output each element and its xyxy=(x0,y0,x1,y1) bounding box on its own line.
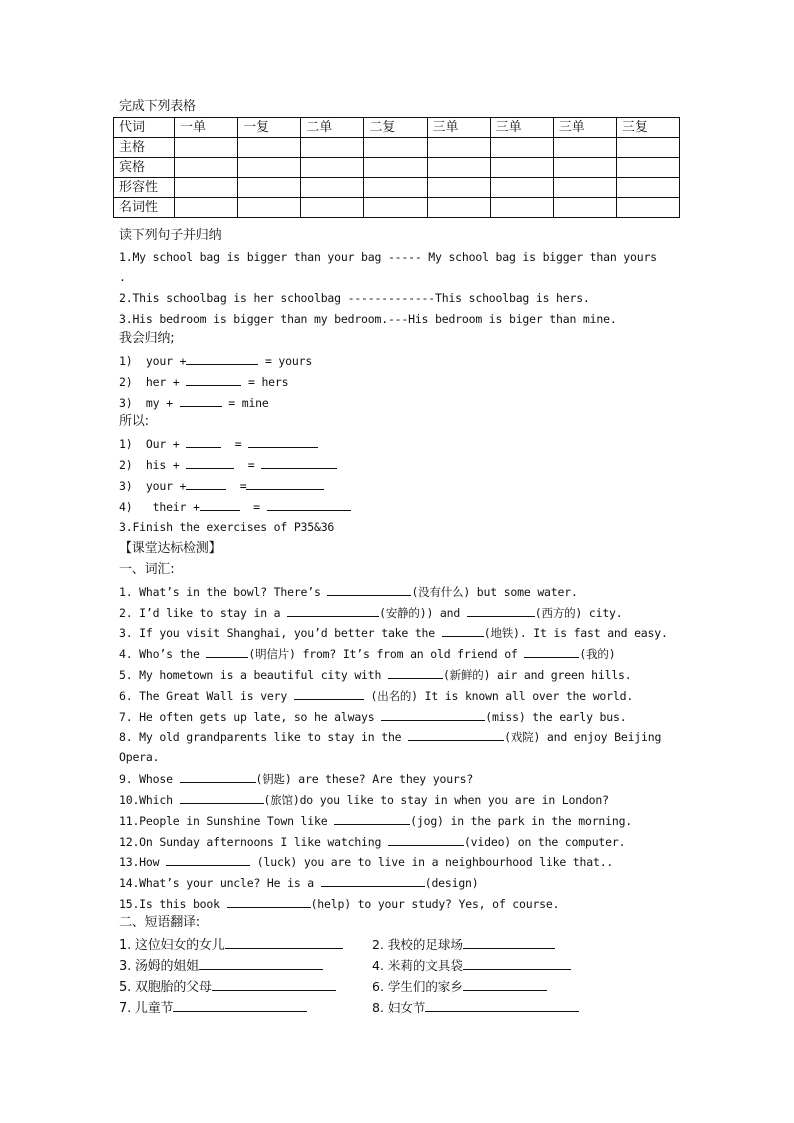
table-header-cell: 一复 xyxy=(238,118,301,138)
item-left: their + xyxy=(152,500,200,514)
table-cell[interactable] xyxy=(553,198,616,218)
vocab-item xyxy=(119,666,632,683)
vocab-item xyxy=(119,604,623,621)
vocab-hint: (design) xyxy=(424,876,479,890)
so-item xyxy=(119,456,337,473)
finish-line: 3.Finish the exercises of P35&36 xyxy=(119,520,335,534)
item-left: her + xyxy=(145,375,180,389)
table-header-cell: 二单 xyxy=(301,118,364,138)
phrase-text: 8. 妇女节 xyxy=(372,1000,426,1015)
table-cell[interactable] xyxy=(616,158,679,178)
sentence-line: . xyxy=(119,270,126,284)
vocab-text: 14.What’s your uncle? He is a xyxy=(119,876,321,890)
vocab-hint: (戏院) and enjoy Beijing xyxy=(504,730,662,744)
so-item xyxy=(119,477,324,494)
phrase-text: 5. 双胞胎的父母 xyxy=(119,980,212,995)
table-cell[interactable] xyxy=(364,198,427,218)
vocab-hint: (明信片) from? It’s from an old friend of xyxy=(248,647,525,661)
table-row xyxy=(114,158,680,178)
vocab-hint: (新鲜的) air and green hills. xyxy=(442,668,632,682)
table-row xyxy=(114,178,680,198)
answer-blank[interactable] xyxy=(287,604,379,617)
answer-blank[interactable] xyxy=(267,498,351,511)
summary-item xyxy=(119,373,288,390)
answer-blank[interactable] xyxy=(467,604,535,617)
pronoun-table xyxy=(113,117,680,218)
table-cell[interactable] xyxy=(364,158,427,178)
answer-blank[interactable] xyxy=(388,833,464,846)
phrase-text: 2. 我校的足球场 xyxy=(372,937,463,952)
answer-blank[interactable] xyxy=(166,853,250,866)
vocab-item xyxy=(119,812,632,829)
table-header-cell: 三复 xyxy=(616,118,679,138)
answer-blank[interactable] xyxy=(186,477,226,490)
item-number: 4) xyxy=(119,500,133,514)
vocab-item xyxy=(119,583,578,600)
answer-blank[interactable] xyxy=(173,999,307,1012)
table-cell[interactable] xyxy=(175,178,238,198)
so-item xyxy=(119,435,318,452)
row-label: 名词性 xyxy=(114,198,175,218)
vocab-hint: (安静的)) and xyxy=(379,606,467,620)
item-equals: = xyxy=(247,458,255,472)
vocab-item xyxy=(119,874,479,891)
table-header-row xyxy=(114,118,680,138)
answer-blank[interactable] xyxy=(225,936,343,949)
answer-blank[interactable] xyxy=(206,645,248,658)
table-cell[interactable] xyxy=(301,178,364,198)
answer-blank[interactable] xyxy=(180,394,222,407)
answer-blank[interactable] xyxy=(227,895,311,908)
answer-blank[interactable] xyxy=(334,812,410,825)
vocab-item xyxy=(119,645,615,662)
table-header-cell: 三单 xyxy=(490,118,553,138)
answer-blank[interactable] xyxy=(321,874,425,887)
table-cell[interactable] xyxy=(427,178,490,198)
answer-blank[interactable] xyxy=(199,957,323,970)
phrase-text: 4. 米莉的文具袋 xyxy=(372,958,463,973)
phrase-text: 3. 汤姆的姐姐 xyxy=(119,959,199,974)
vocab-hint: (video) on the computer. xyxy=(463,835,626,849)
test-heading: 【课堂达标检测】 xyxy=(119,541,222,556)
vocab-text: 4. Who’s the xyxy=(119,647,207,661)
answer-blank[interactable] xyxy=(524,645,579,658)
answer-blank[interactable] xyxy=(381,708,485,721)
vocab-item xyxy=(119,749,159,765)
item-left: your + xyxy=(145,354,187,368)
vocab-item xyxy=(119,728,661,745)
vocab-hint: (西方的) city. xyxy=(534,606,623,620)
table-cell[interactable] xyxy=(238,138,301,158)
table-cell[interactable] xyxy=(238,158,301,178)
summary-item xyxy=(119,394,269,411)
phrase-text: 6. 学生们的家乡 xyxy=(372,979,463,994)
row-label: 形容性 xyxy=(114,178,175,198)
vocab-item xyxy=(119,853,613,870)
sentence-line: 2.This schoolbag is her schoolbag -------------This schoolbag is hers. xyxy=(119,291,590,305)
item-right: = yours xyxy=(264,354,313,368)
vocab-item xyxy=(119,895,559,912)
table-header-cell: 三单 xyxy=(427,118,490,138)
vocab-text: 13.How xyxy=(119,855,167,869)
answer-blank[interactable] xyxy=(442,624,484,637)
row-label: 宾格 xyxy=(114,158,175,178)
answer-blank[interactable] xyxy=(327,583,411,596)
phrase-item xyxy=(119,957,323,975)
vocab-item xyxy=(119,624,668,641)
vocab-text: 2. I’d like to stay in a xyxy=(119,606,288,620)
table-row xyxy=(114,198,680,218)
answer-blank[interactable] xyxy=(463,978,547,991)
vocab-hint: (旅馆)do you like to stay in when you are in London? xyxy=(263,793,609,807)
table-cell[interactable] xyxy=(553,178,616,198)
table-cell[interactable] xyxy=(616,178,679,198)
vocab-item xyxy=(119,708,626,725)
answer-blank[interactable] xyxy=(186,373,241,386)
vocab-text: 10.Which xyxy=(119,793,180,807)
table-cell[interactable] xyxy=(616,138,679,158)
phrase-text: 7. 儿童节 xyxy=(119,1001,174,1016)
table-cell[interactable] xyxy=(238,178,301,198)
so-heading: 所以: xyxy=(119,414,149,429)
table-cell[interactable] xyxy=(301,158,364,178)
phrase-item xyxy=(119,999,307,1017)
item-right: = hers xyxy=(248,375,289,389)
table-title: 完成下列表格 xyxy=(119,99,196,114)
answer-blank[interactable] xyxy=(186,352,258,365)
answer-blank[interactable] xyxy=(425,999,579,1012)
table-cell[interactable] xyxy=(427,158,490,178)
sentence-line: 1.My school bag is bigger than your bag ----- My school bag is bigger than yours xyxy=(119,250,657,264)
answer-blank[interactable] xyxy=(212,978,336,991)
phrase-text: 1. 这位妇女的女儿 xyxy=(119,938,225,953)
summary-item xyxy=(119,352,312,369)
answer-blank[interactable] xyxy=(246,477,324,490)
vocab-text: 8. My old grandparents like to stay in the xyxy=(119,730,409,744)
item-equals: = xyxy=(239,479,247,493)
item-number: 2) xyxy=(119,375,133,389)
vocab-hint: (地铁). It is fast and easy. xyxy=(483,626,668,640)
table-cell[interactable] xyxy=(616,198,679,218)
table-cell[interactable] xyxy=(364,138,427,158)
read-heading: 读下列句子并归纳 xyxy=(119,228,222,243)
vocab-text: 1. What’s in the bowl? There’s xyxy=(119,585,328,599)
vocab-item xyxy=(119,770,473,787)
vocab-text: 15.Is this book xyxy=(119,897,227,911)
row-label: 主格 xyxy=(114,138,175,158)
so-item xyxy=(119,498,351,515)
phrase-item xyxy=(119,936,343,954)
vocab-heading: 一、词汇: xyxy=(119,562,175,577)
table-cell[interactable] xyxy=(301,198,364,218)
answer-blank[interactable] xyxy=(186,435,221,448)
vocab-text: 5. My hometown is a beautiful city with xyxy=(119,668,388,682)
table-cell[interactable] xyxy=(553,158,616,178)
vocab-text: 12.On Sunday afternoons I like watching xyxy=(119,835,388,849)
item-number: 3) xyxy=(119,479,133,493)
vocab-hint: (出名的) It is known all over the world. xyxy=(363,689,634,703)
table-row xyxy=(114,138,680,158)
item-number: 3) xyxy=(119,396,133,410)
table-cell[interactable] xyxy=(427,198,490,218)
phrase-item xyxy=(119,978,336,996)
vocab-hint: (jog) in the park in the morning. xyxy=(410,814,633,828)
vocab-hint: (miss) the early bus. xyxy=(485,710,627,724)
item-left: Our + xyxy=(145,437,180,451)
table-header-cell: 一单 xyxy=(175,118,238,138)
item-equals: = xyxy=(234,437,242,451)
item-number: 2) xyxy=(119,458,133,472)
table-cell[interactable] xyxy=(553,138,616,158)
vocab-text: 7. He often gets up late, so he always xyxy=(119,710,382,724)
sentence-line: 3.His bedroom is bigger than my bedroom.---His bedroom is biger than mine. xyxy=(119,312,617,326)
answer-blank[interactable] xyxy=(180,770,256,783)
table-header-cell: 三单 xyxy=(553,118,616,138)
summary-heading: 我会归纳; xyxy=(119,331,175,346)
phrase-item xyxy=(372,936,555,953)
table-cell[interactable] xyxy=(175,198,238,218)
phrase-item xyxy=(372,999,579,1016)
table-cell[interactable] xyxy=(175,138,238,158)
vocab-text: 6. The Great Wall is very xyxy=(119,689,294,703)
item-left: my + xyxy=(145,396,173,410)
answer-blank[interactable] xyxy=(463,936,555,949)
answer-blank[interactable] xyxy=(180,791,264,804)
answer-blank[interactable] xyxy=(388,666,443,679)
vocab-hint: (没有什么) but some water. xyxy=(411,585,578,599)
phrase-item xyxy=(372,957,571,974)
table-cell[interactable] xyxy=(490,198,553,218)
phrase-heading: 二、短语翻译: xyxy=(119,915,200,930)
vocab-hint: (钥匙) are these? Are they yours? xyxy=(255,772,474,786)
table-cell[interactable] xyxy=(175,158,238,178)
table-cell[interactable] xyxy=(238,198,301,218)
item-right: = mine xyxy=(228,396,269,410)
answer-blank[interactable] xyxy=(294,687,364,700)
item-number: 1) xyxy=(119,354,133,368)
vocab-text: 11.People in Sunshine Town like xyxy=(119,814,335,828)
vocab-text: Opera. xyxy=(119,750,160,764)
table-cell[interactable] xyxy=(301,138,364,158)
vocab-item xyxy=(119,687,633,704)
vocab-item xyxy=(119,791,609,808)
answer-blank[interactable] xyxy=(261,456,337,469)
table-header-cell: 代词 xyxy=(114,118,175,138)
answer-blank[interactable] xyxy=(200,498,240,511)
item-equals: = xyxy=(253,500,260,514)
vocab-hint: (luck) you are to live in a neighbourhood like that.. xyxy=(250,855,614,869)
table-cell[interactable] xyxy=(364,178,427,198)
table-header-cell: 二复 xyxy=(364,118,427,138)
item-left: your + xyxy=(145,479,187,493)
table-cell[interactable] xyxy=(490,178,553,198)
vocab-text: 3. If you visit Shanghai, you’d better take the xyxy=(119,626,442,640)
table-cell[interactable] xyxy=(490,138,553,158)
table-cell[interactable] xyxy=(427,138,490,158)
vocab-hint: (我的) xyxy=(579,647,616,661)
phrase-item xyxy=(372,978,547,995)
table-cell[interactable] xyxy=(490,158,553,178)
item-number: 1) xyxy=(119,437,133,451)
answer-blank[interactable] xyxy=(186,456,234,469)
answer-blank[interactable] xyxy=(463,957,571,970)
item-left: his + xyxy=(145,458,180,472)
answer-blank[interactable] xyxy=(248,435,318,448)
vocab-hint: (help) to your study? Yes, of course. xyxy=(310,897,560,911)
answer-blank[interactable] xyxy=(408,728,504,741)
vocab-item xyxy=(119,833,625,850)
vocab-text: 9. Whose xyxy=(119,772,180,786)
